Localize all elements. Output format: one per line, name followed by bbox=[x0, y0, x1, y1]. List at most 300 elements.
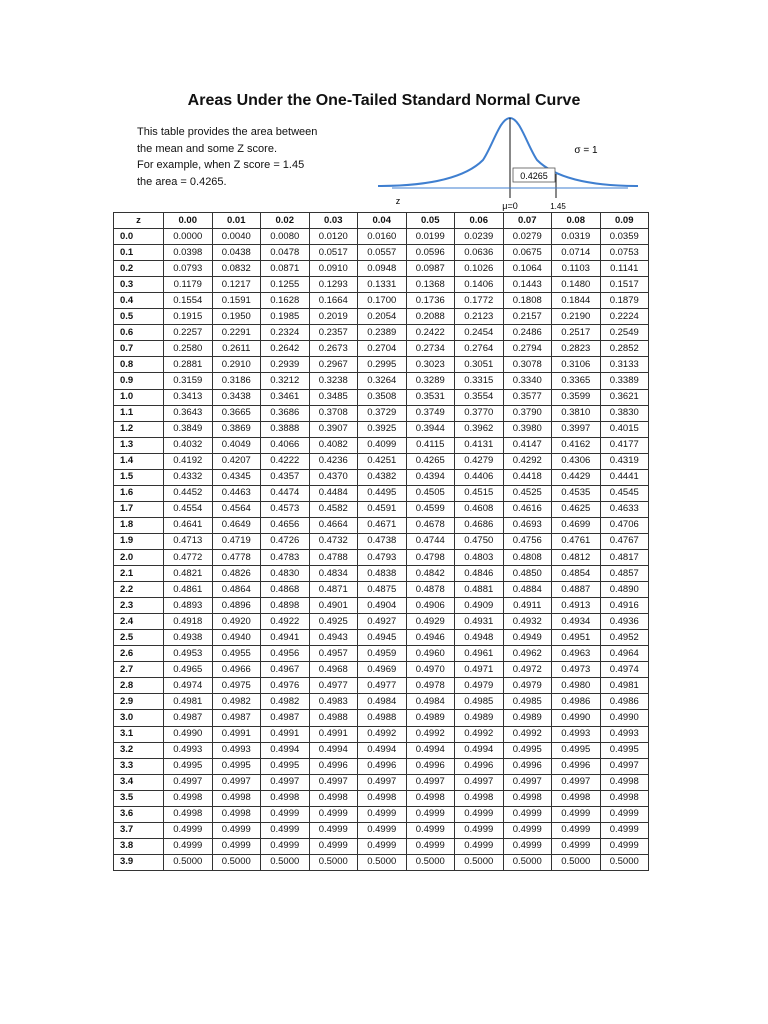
area-value-cell: 0.3389 bbox=[600, 373, 649, 389]
area-value-cell: 0.0793 bbox=[164, 261, 213, 277]
area-value-cell: 0.4998 bbox=[212, 790, 261, 806]
area-value-cell: 0.4904 bbox=[358, 598, 407, 614]
area-value-cell: 0.4382 bbox=[358, 469, 407, 485]
area-value-cell: 0.1736 bbox=[406, 293, 455, 309]
area-value-cell: 0.0517 bbox=[309, 245, 358, 261]
z-value-cell: 1.4 bbox=[114, 453, 164, 469]
z-value-cell: 3.2 bbox=[114, 742, 164, 758]
area-value-cell: 0.3869 bbox=[212, 421, 261, 437]
area-value-cell: 0.4998 bbox=[600, 790, 649, 806]
area-value-cell: 0.4573 bbox=[261, 501, 310, 517]
area-value-cell: 0.1064 bbox=[503, 261, 552, 277]
area-value-cell: 0.4656 bbox=[261, 517, 310, 533]
area-value-cell: 0.4999 bbox=[261, 838, 310, 854]
area-value-cell: 0.0557 bbox=[358, 245, 407, 261]
area-value-cell: 0.4997 bbox=[552, 774, 601, 790]
area-value-cell: 0.4995 bbox=[600, 742, 649, 758]
area-value-cell: 0.3888 bbox=[261, 421, 310, 437]
area-value-cell: 0.4525 bbox=[503, 485, 552, 501]
area-value-cell: 0.3708 bbox=[309, 405, 358, 421]
table-row bbox=[114, 742, 649, 758]
area-value-cell: 0.4726 bbox=[261, 533, 310, 549]
area-value-cell: 0.4998 bbox=[358, 790, 407, 806]
area-value-cell: 0.0910 bbox=[309, 261, 358, 277]
table-row bbox=[114, 854, 649, 870]
area-value-cell: 0.4015 bbox=[600, 421, 649, 437]
area-value-cell: 0.3770 bbox=[455, 405, 504, 421]
area-value-cell: 0.4999 bbox=[406, 838, 455, 854]
area-value-cell: 0.4871 bbox=[309, 582, 358, 598]
area-value-cell: 0.4922 bbox=[261, 614, 310, 630]
area-value-cell: 0.4932 bbox=[503, 614, 552, 630]
area-value-cell: 0.4974 bbox=[164, 678, 213, 694]
area-value-cell: 0.4996 bbox=[309, 758, 358, 774]
area-value-cell: 0.4868 bbox=[261, 582, 310, 598]
area-value-cell: 0.4893 bbox=[164, 598, 213, 614]
table-row bbox=[114, 662, 649, 678]
z-value-cell: 0.5 bbox=[114, 309, 164, 325]
z-value-cell: 1.3 bbox=[114, 437, 164, 453]
area-value-cell: 0.4418 bbox=[503, 469, 552, 485]
area-value-cell: 0.4699 bbox=[552, 517, 601, 533]
area-value-cell: 0.4961 bbox=[455, 646, 504, 662]
area-value-cell: 0.4956 bbox=[261, 646, 310, 662]
area-value-cell: 0.4993 bbox=[552, 726, 601, 742]
area-value-cell: 0.2995 bbox=[358, 357, 407, 373]
area-value-cell: 0.4981 bbox=[600, 678, 649, 694]
area-value-cell: 0.0239 bbox=[455, 229, 504, 245]
column-header: 0.06 bbox=[455, 213, 504, 229]
area-value-cell: 0.3186 bbox=[212, 373, 261, 389]
z-value-cell: 3.1 bbox=[114, 726, 164, 742]
z-value-cell: 2.3 bbox=[114, 598, 164, 614]
table-row bbox=[114, 822, 649, 838]
area-value-cell: 0.4641 bbox=[164, 517, 213, 533]
area-value-cell: 0.4999 bbox=[261, 822, 310, 838]
area-value-cell: 0.4952 bbox=[600, 630, 649, 646]
area-value-cell: 0.3023 bbox=[406, 357, 455, 373]
area-value-cell: 0.4370 bbox=[309, 469, 358, 485]
area-value-cell: 0.4980 bbox=[552, 678, 601, 694]
area-value-cell: 0.4616 bbox=[503, 501, 552, 517]
area-value-cell: 0.4429 bbox=[552, 469, 601, 485]
table-row bbox=[114, 598, 649, 614]
area-value-cell: 0.4162 bbox=[552, 437, 601, 453]
area-value-cell: 0.0948 bbox=[358, 261, 407, 277]
area-value-cell: 0.2764 bbox=[455, 341, 504, 357]
table-row bbox=[114, 710, 649, 726]
table-row bbox=[114, 405, 649, 421]
area-value-cell: 0.4984 bbox=[406, 694, 455, 710]
area-value-cell: 0.3264 bbox=[358, 373, 407, 389]
z-value-cell: 0.1 bbox=[114, 245, 164, 261]
table-row bbox=[114, 646, 649, 662]
area-value-cell: 0.4032 bbox=[164, 437, 213, 453]
area-value-cell: 0.4998 bbox=[503, 790, 552, 806]
area-value-cell: 0.4999 bbox=[309, 806, 358, 822]
area-value-cell: 0.4808 bbox=[503, 549, 552, 565]
column-header: 0.08 bbox=[552, 213, 601, 229]
area-value-cell: 0.4999 bbox=[552, 838, 601, 854]
area-value-cell: 0.4997 bbox=[164, 774, 213, 790]
area-value-cell: 0.2324 bbox=[261, 325, 310, 341]
z-value-cell: 0.7 bbox=[114, 341, 164, 357]
area-value-cell: 0.1628 bbox=[261, 293, 310, 309]
table-row bbox=[114, 245, 649, 261]
area-value-cell: 0.4713 bbox=[164, 533, 213, 549]
area-value-cell: 0.2357 bbox=[309, 325, 358, 341]
table-row bbox=[114, 790, 649, 806]
area-value-cell: 0.4996 bbox=[503, 758, 552, 774]
area-value-cell: 0.4996 bbox=[406, 758, 455, 774]
area-value-cell: 0.4999 bbox=[212, 822, 261, 838]
area-value-cell: 0.4987 bbox=[261, 710, 310, 726]
area-value-cell: 0.4978 bbox=[406, 678, 455, 694]
z-value-cell: 2.2 bbox=[114, 582, 164, 598]
area-value-cell: 0.4693 bbox=[503, 517, 552, 533]
area-value-cell: 0.4999 bbox=[600, 822, 649, 838]
area-value-cell: 0.3729 bbox=[358, 405, 407, 421]
area-value-cell: 0.4817 bbox=[600, 549, 649, 565]
area-value-cell: 0.3907 bbox=[309, 421, 358, 437]
area-value-cell: 0.4970 bbox=[406, 662, 455, 678]
normal-curve bbox=[378, 118, 638, 186]
area-value-cell: 0.2190 bbox=[552, 309, 601, 325]
area-value-cell: 0.1517 bbox=[600, 277, 649, 293]
table-row bbox=[114, 838, 649, 854]
area-value-cell: 0.4049 bbox=[212, 437, 261, 453]
area-value-cell: 0.4441 bbox=[600, 469, 649, 485]
area-value-cell: 0.0478 bbox=[261, 245, 310, 261]
column-header: 0.01 bbox=[212, 213, 261, 229]
area-value-cell: 0.3810 bbox=[552, 405, 601, 421]
area-value-cell: 0.3340 bbox=[503, 373, 552, 389]
area-value-cell: 0.2454 bbox=[455, 325, 504, 341]
area-value-cell: 0.4967 bbox=[261, 662, 310, 678]
area-value-cell: 0.4931 bbox=[455, 614, 504, 630]
z-value-cell: 0.0 bbox=[114, 229, 164, 245]
area-value-cell: 0.4066 bbox=[261, 437, 310, 453]
area-value-cell: 0.4977 bbox=[309, 678, 358, 694]
column-header: 0.00 bbox=[164, 213, 213, 229]
area-value-cell: 0.4981 bbox=[164, 694, 213, 710]
area-value-cell: 0.4975 bbox=[212, 678, 261, 694]
area-value-cell: 0.4996 bbox=[552, 758, 601, 774]
table-row bbox=[114, 309, 649, 325]
area-value-cell: 0.5000 bbox=[358, 854, 407, 870]
area-value-cell: 0.4993 bbox=[164, 742, 213, 758]
area-value-cell: 0.4999 bbox=[164, 822, 213, 838]
z-value-cell: 2.9 bbox=[114, 694, 164, 710]
area-value-cell: 0.4738 bbox=[358, 533, 407, 549]
area-value-cell: 0.4993 bbox=[600, 726, 649, 742]
z-value-cell: 0.9 bbox=[114, 373, 164, 389]
area-value-cell: 0.2019 bbox=[309, 309, 358, 325]
area-value-cell: 0.4345 bbox=[212, 469, 261, 485]
area-value-cell: 0.3289 bbox=[406, 373, 455, 389]
area-value-cell: 0.3461 bbox=[261, 389, 310, 405]
area-value-cell: 0.4292 bbox=[503, 453, 552, 469]
area-value-cell: 0.4861 bbox=[164, 582, 213, 598]
area-value-cell: 0.4608 bbox=[455, 501, 504, 517]
area-value-cell: 0.4999 bbox=[503, 822, 552, 838]
area-value-cell: 0.4997 bbox=[309, 774, 358, 790]
header-row bbox=[114, 213, 649, 229]
area-value-cell: 0.4826 bbox=[212, 566, 261, 582]
area-value-cell: 0.3106 bbox=[552, 357, 601, 373]
area-value-cell: 0.4979 bbox=[455, 678, 504, 694]
area-value-cell: 0.4955 bbox=[212, 646, 261, 662]
area-value-cell: 0.4995 bbox=[503, 742, 552, 758]
z-value-cell: 1.8 bbox=[114, 517, 164, 533]
z-value-cell: 3.7 bbox=[114, 822, 164, 838]
area-value-cell: 0.2642 bbox=[261, 341, 310, 357]
area-value-cell: 0.4999 bbox=[600, 806, 649, 822]
area-value-cell: 0.4842 bbox=[406, 566, 455, 582]
area-value-cell: 0.4959 bbox=[358, 646, 407, 662]
area-value-cell: 0.4943 bbox=[309, 630, 358, 646]
area-value-cell: 0.3577 bbox=[503, 389, 552, 405]
table-row bbox=[114, 389, 649, 405]
area-value-cell: 0.0832 bbox=[212, 261, 261, 277]
area-value-cell: 0.4987 bbox=[212, 710, 261, 726]
area-value-cell: 0.4535 bbox=[552, 485, 601, 501]
area-value-cell: 0.0438 bbox=[212, 245, 261, 261]
area-value-cell: 0.4999 bbox=[309, 822, 358, 838]
area-value-cell: 0.3159 bbox=[164, 373, 213, 389]
area-value-cell: 0.2157 bbox=[503, 309, 552, 325]
area-value-cell: 0.4985 bbox=[455, 694, 504, 710]
area-value-cell: 0.4945 bbox=[358, 630, 407, 646]
area-value-cell: 0.4984 bbox=[358, 694, 407, 710]
tick-label: 1.45 bbox=[550, 202, 566, 211]
area-value-cell: 0.4850 bbox=[503, 566, 552, 582]
area-value-cell: 0.3643 bbox=[164, 405, 213, 421]
area-value-cell: 0.2517 bbox=[552, 325, 601, 341]
area-value-cell: 0.2852 bbox=[600, 341, 649, 357]
area-value-cell: 0.4999 bbox=[358, 838, 407, 854]
table-row bbox=[114, 758, 649, 774]
area-value-cell: 0.1368 bbox=[406, 277, 455, 293]
area-value-cell: 0.4251 bbox=[358, 453, 407, 469]
area-value-cell: 0.4994 bbox=[261, 742, 310, 758]
area-value-cell: 0.4474 bbox=[261, 485, 310, 501]
area-value-cell: 0.4968 bbox=[309, 662, 358, 678]
z-value-cell: 2.4 bbox=[114, 614, 164, 630]
area-value-cell: 0.4969 bbox=[358, 662, 407, 678]
area-value-cell: 0.3962 bbox=[455, 421, 504, 437]
area-value-cell: 0.1103 bbox=[552, 261, 601, 277]
area-value-cell: 0.0279 bbox=[503, 229, 552, 245]
area-value-cell: 0.4554 bbox=[164, 501, 213, 517]
area-value-cell: 0.2823 bbox=[552, 341, 601, 357]
z-value-cell: 1.2 bbox=[114, 421, 164, 437]
area-value-cell: 0.0160 bbox=[358, 229, 407, 245]
area-value-cell: 0.3133 bbox=[600, 357, 649, 373]
z-value-cell: 1.7 bbox=[114, 501, 164, 517]
area-value-cell: 0.4909 bbox=[455, 598, 504, 614]
area-value-cell: 0.1879 bbox=[600, 293, 649, 309]
area-value-cell: 0.4938 bbox=[164, 630, 213, 646]
area-value-cell: 0.4463 bbox=[212, 485, 261, 501]
area-value-cell: 0.4999 bbox=[406, 822, 455, 838]
area-value-cell: 0.4957 bbox=[309, 646, 358, 662]
area-value-cell: 0.2422 bbox=[406, 325, 455, 341]
area-value-cell: 0.1950 bbox=[212, 309, 261, 325]
area-value-cell: 0.4564 bbox=[212, 501, 261, 517]
area-value-cell: 0.2910 bbox=[212, 357, 261, 373]
area-value-cell: 0.4964 bbox=[600, 646, 649, 662]
area-value-cell: 0.4982 bbox=[212, 694, 261, 710]
area-value-cell: 0.1255 bbox=[261, 277, 310, 293]
area-value-cell: 0.4875 bbox=[358, 582, 407, 598]
area-value-cell: 0.4951 bbox=[552, 630, 601, 646]
area-value-cell: 0.4732 bbox=[309, 533, 358, 549]
table-row bbox=[114, 726, 649, 742]
table-row bbox=[114, 806, 649, 822]
area-value-cell: 0.4990 bbox=[164, 726, 213, 742]
area-value-cell: 0.4982 bbox=[261, 694, 310, 710]
z-value-cell: 1.1 bbox=[114, 405, 164, 421]
area-value-cell: 0.1844 bbox=[552, 293, 601, 309]
area-value-cell: 0.2580 bbox=[164, 341, 213, 357]
z-value-cell: 1.6 bbox=[114, 485, 164, 501]
area-value-cell: 0.4357 bbox=[261, 469, 310, 485]
area-value-cell: 0.4999 bbox=[455, 806, 504, 822]
area-value-cell: 0.4962 bbox=[503, 646, 552, 662]
table-row bbox=[114, 341, 649, 357]
area-value-cell: 0.2389 bbox=[358, 325, 407, 341]
area-value-cell: 0.4940 bbox=[212, 630, 261, 646]
area-value-cell: 0.4901 bbox=[309, 598, 358, 614]
area-value-cell: 0.4995 bbox=[212, 758, 261, 774]
area-value-cell: 0.4671 bbox=[358, 517, 407, 533]
area-value-cell: 0.4999 bbox=[309, 838, 358, 854]
z-value-cell: 3.5 bbox=[114, 790, 164, 806]
area-value-cell: 0.1985 bbox=[261, 309, 310, 325]
area-value-cell: 0.4997 bbox=[212, 774, 261, 790]
z-table bbox=[113, 212, 649, 871]
area-value-cell: 0.4918 bbox=[164, 614, 213, 630]
area-value-cell: 0.4992 bbox=[406, 726, 455, 742]
area-value-cell: 0.4207 bbox=[212, 453, 261, 469]
area-value-cell: 0.1664 bbox=[309, 293, 358, 309]
mu-label: μ=0 bbox=[502, 201, 518, 211]
area-value-cell: 0.3944 bbox=[406, 421, 455, 437]
table-row bbox=[114, 566, 649, 582]
area-value-cell: 0.5000 bbox=[309, 854, 358, 870]
z-value-cell: 3.3 bbox=[114, 758, 164, 774]
area-value-cell: 0.1700 bbox=[358, 293, 407, 309]
area-value-cell: 0.4992 bbox=[455, 726, 504, 742]
area-value-cell: 0.4994 bbox=[358, 742, 407, 758]
area-value-cell: 0.3365 bbox=[552, 373, 601, 389]
area-value-cell: 0.4394 bbox=[406, 469, 455, 485]
area-value-cell: 0.4906 bbox=[406, 598, 455, 614]
area-value-cell: 0.4864 bbox=[212, 582, 261, 598]
area-value-cell: 0.0080 bbox=[261, 229, 310, 245]
area-value-cell: 0.4744 bbox=[406, 533, 455, 549]
area-value-cell: 0.4750 bbox=[455, 533, 504, 549]
table-row bbox=[114, 357, 649, 373]
area-value-cell: 0.3830 bbox=[600, 405, 649, 421]
area-value-cell: 0.4997 bbox=[406, 774, 455, 790]
area-value-cell: 0.4934 bbox=[552, 614, 601, 630]
z-value-cell: 0.2 bbox=[114, 261, 164, 277]
area-value-cell: 0.5000 bbox=[552, 854, 601, 870]
area-value-cell: 0.1808 bbox=[503, 293, 552, 309]
area-value-cell: 0.4664 bbox=[309, 517, 358, 533]
area-value-cell: 0.2673 bbox=[309, 341, 358, 357]
area-value-cell: 0.4996 bbox=[358, 758, 407, 774]
area-value-cell: 0.4999 bbox=[164, 838, 213, 854]
area-value-cell: 0.2967 bbox=[309, 357, 358, 373]
area-value-cell: 0.4706 bbox=[600, 517, 649, 533]
area-value-cell: 0.1443 bbox=[503, 277, 552, 293]
area-value-cell: 0.4989 bbox=[455, 710, 504, 726]
area-value-cell: 0.4941 bbox=[261, 630, 310, 646]
area-value-cell: 0.4756 bbox=[503, 533, 552, 549]
area-value-cell: 0.4971 bbox=[455, 662, 504, 678]
area-value-cell: 0.4803 bbox=[455, 549, 504, 565]
area-value-cell: 0.2881 bbox=[164, 357, 213, 373]
area-value-cell: 0.4719 bbox=[212, 533, 261, 549]
area-value-cell: 0.4515 bbox=[455, 485, 504, 501]
intro-text bbox=[137, 124, 397, 190]
z-value-cell: 2.8 bbox=[114, 678, 164, 694]
area-value-cell: 0.4131 bbox=[455, 437, 504, 453]
z-value-cell: 1.9 bbox=[114, 533, 164, 549]
area-value-cell: 0.2486 bbox=[503, 325, 552, 341]
area-value-cell: 0.4236 bbox=[309, 453, 358, 469]
column-header: 0.04 bbox=[358, 213, 407, 229]
area-value-cell: 0.3686 bbox=[261, 405, 310, 421]
area-value-cell: 0.4991 bbox=[261, 726, 310, 742]
area-value-cell: 0.5000 bbox=[455, 854, 504, 870]
area-value-cell: 0.4913 bbox=[552, 598, 601, 614]
table-row bbox=[114, 437, 649, 453]
area-value-cell: 0.2123 bbox=[455, 309, 504, 325]
area-value-cell: 0.3485 bbox=[309, 389, 358, 405]
area-value-cell: 0.0596 bbox=[406, 245, 455, 261]
table-row bbox=[114, 469, 649, 485]
area-value-cell: 0.4920 bbox=[212, 614, 261, 630]
table-row bbox=[114, 582, 649, 598]
area-value-cell: 0.4927 bbox=[358, 614, 407, 630]
area-value-cell: 0.1406 bbox=[455, 277, 504, 293]
table-row bbox=[114, 277, 649, 293]
area-value-cell: 0.4878 bbox=[406, 582, 455, 598]
z-value-cell: 2.1 bbox=[114, 566, 164, 582]
table-row bbox=[114, 614, 649, 630]
z-value-cell: 2.0 bbox=[114, 549, 164, 565]
area-value-cell: 0.2734 bbox=[406, 341, 455, 357]
area-value-cell: 0.2704 bbox=[358, 341, 407, 357]
area-value-cell: 0.4989 bbox=[406, 710, 455, 726]
area-value-cell: 0.4925 bbox=[309, 614, 358, 630]
area-value-cell: 0.4884 bbox=[503, 582, 552, 598]
area-value-cell: 0.4992 bbox=[358, 726, 407, 742]
intro-line: This table provides the area between bbox=[137, 126, 318, 138]
area-value-cell: 0.0675 bbox=[503, 245, 552, 261]
area-value-cell: 0.2088 bbox=[406, 309, 455, 325]
area-value-cell: 0.4998 bbox=[600, 774, 649, 790]
area-value-cell: 0.3438 bbox=[212, 389, 261, 405]
area-value-cell: 0.1772 bbox=[455, 293, 504, 309]
area-value-cell: 0.2794 bbox=[503, 341, 552, 357]
area-value-cell: 0.4505 bbox=[406, 485, 455, 501]
area-value-cell: 0.4495 bbox=[358, 485, 407, 501]
